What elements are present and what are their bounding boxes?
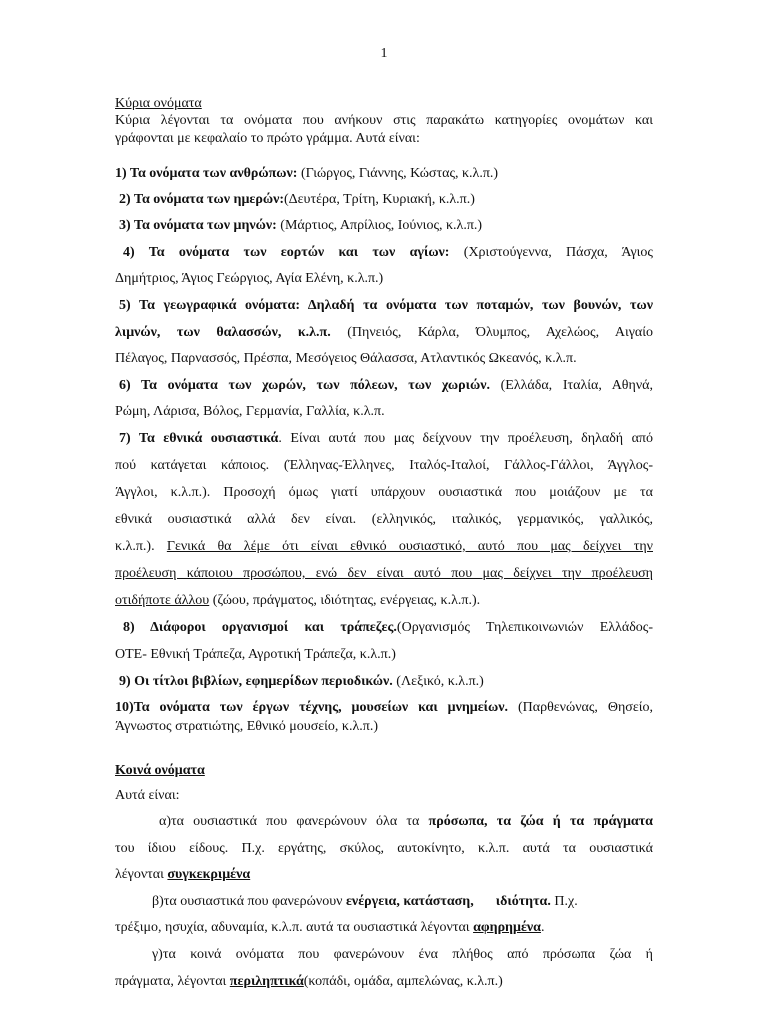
category-8-line-2: ΟΤΕ- Εθνική Τράπεζα, Αγροτική Τράπεζα, κ.λ.π.) [115,647,396,662]
common-g-line-2 [115,974,653,990]
common-b-line-1 [152,894,653,910]
category-7-note-part-2: προέλευση κάποιου προσώπου, ενώ δεν είναι αυτό που μας δείχνει την προέλευση [115,566,653,581]
category-1-examples: (Γιώργος, Γιάννης, Κώστας, κ.λ.π.) [297,166,499,181]
category-6-line-2: Ρώμη, Λάρισα, Βόλος, Γερμανία, Γαλλία, κ.λ.π. [115,404,385,419]
common-a-line-3 [115,867,653,883]
category-5-line-2 [115,325,653,341]
proper-intro-line-2: γράφονται με κεφαλαίο το πρώτο γράμμα. Αυτά είναι: [115,131,420,146]
abstract-term: αφηρημένα [473,920,541,935]
category-10-examples: (Παρθενώνας, Θησείο, [508,700,653,715]
category-8 [123,620,653,636]
category-1 [115,166,653,182]
category-10 [115,700,653,716]
category-1-title: 1) Τα ονόματα των ανθρώπων: [115,166,298,181]
category-7-note-part-3: οτιδήποτε άλλου [115,593,210,608]
category-8-title: 8) Διάφοροι οργανισμοί και τράπεζες. [123,620,397,635]
category-5-examples: (Πηνειός, Κάρλα, Όλυμπος, Αχελώος, Αιγαίο [330,325,653,340]
common-g-line-2-text: πράγματα, λέγονται [115,974,230,989]
common-a-bold: πρόσωπα, τα ζώα ή τα πράγματα [428,814,653,829]
category-6 [119,378,653,394]
common-b-text-2: Π.χ. [550,894,578,909]
category-3-title: 3) Τα ονόματα των μηνών: [119,218,277,233]
common-b-line-2 [115,920,653,936]
common-b-line-2-end: . [541,920,545,935]
common-a-line-1 [159,814,653,830]
common-g-line-1: γ)τα κοινά ονόματα που φανερώνουν ένα πλήθος από πρόσωπα ζώα ή [152,947,653,962]
category-5-title-line-1: 5) Τα γεωγραφικά ονόματα: Δηλαδή τα ονόματα των ποταμών, των βουνών, των [119,298,653,313]
category-10-title: 10)Τα ονόματα των έργων τέχνης, μουσείων και μνημείων. [115,700,509,715]
common-b-text: β)τα ουσιαστικά που φανερώνουν [152,894,346,909]
collective-term: περιληπτικά [229,974,304,989]
category-7-line-2: πού κατάγεται κάποιος. (Έλληνας-Έλληνες, Ιταλός-Ιταλοί, Γάλλος-Γάλλοι, Άγγλος- [115,458,653,473]
page-number: 1 [380,46,388,61]
category-9 [119,674,657,690]
category-5-line-3: Πέλαγος, Παρνασσός, Πρέσπα, Μεσόγειος Θάλασσα, Ατλαντικός Ωκεανός, κ.λ.π. [115,351,577,366]
category-9-examples: (Λεξικό, κ.λ.π.) [392,674,484,689]
category-7-line-5-text: κ.λ.π.). [115,539,155,554]
category-7-line-7-text: (ζώου, πράγματος, ιδιότητας, ενέργειας, κ.λ.π.). [209,593,481,608]
category-7-line-4: εθνικά ουσιαστικά αλλά δεν είναι. (ελληνικός, ιταλικός, γερμανικός, γαλλικός, [115,512,653,527]
common-b-bold-2: ιδιότητα. [495,894,551,909]
category-7-line-3: Άγγλοι, κ.λ.π.). Προσοχή όμως γιατί υπάρχουν ουσιαστικά που μοιάζουν με τα [115,485,653,500]
common-intro: Αυτά είναι: [115,788,180,803]
category-4-examples: (Χριστούγεννα, Πάσχα, Άγιος [449,245,653,260]
common-nouns-heading: Κοινά ονόματα [115,763,205,778]
concrete-term: συγκεκριμένα [167,867,251,882]
category-10-line-2: Άγνωστος στρατιώτης, Εθνικό μουσείο, κ.λ.π.) [115,719,378,734]
category-5-title-line-2: λιμνών, των θαλασσών, κ.λ.π. [115,325,331,340]
category-6-title: 6) Τα ονόματα των χωρών, των πόλεων, των χωριών. [119,378,490,393]
proper-intro-line-1: Κύρια λέγονται τα ονόματα που ανήκουν στις παρακάτω κατηγορίες ονομάτων και [115,113,653,128]
category-7 [119,431,653,447]
category-7-title: 7) Τα εθνικά ουσιαστικά [119,431,279,446]
common-b-line-2-text: τρέξιμο, ησυχία, αδυναμία, κ.λ.π. αυτά τα ουσιαστικά λέγονται [115,920,474,935]
category-4-title: 4) Τα ονόματα των εορτών και των αγίων: [123,245,450,260]
category-8-examples: (Οργανισμός Τηλεπικοινωνιών Ελλάδος- [396,620,654,635]
category-3-examples: (Μάρτιος, Απρίλιος, Ιούνιος, κ.λ.π.) [276,218,483,233]
category-7-text: . Είναι αυτά που μας δείχνουν την προέλευση, δηλαδή από [278,431,653,446]
category-2-title: 2) Τα ονόματα των ημερών: [119,192,285,207]
common-a-line-2: του ίδιου είδους. Π.χ. εργάτης, σκύλος, αυτοκίνητο, κ.λ.π. αυτά τα ουσιαστικά [115,841,653,856]
category-7-note-part-1: Γενικά θα λέμε ότι είναι εθνικό ουσιαστικό, αυτό που μας δείχνει την [166,539,653,554]
category-2 [119,192,657,208]
category-7-line-5 [115,539,653,555]
common-g-line-2-end: (κοπάδι, ομάδα, αμπελώνας, κ.λ.π.) [303,974,503,989]
category-4 [123,245,653,261]
category-4-line-2: Δημήτριος, Άγιος Γεώργιος, Αγία Ελένη, κ.λ.π.) [115,271,384,286]
category-2-examples: (Δευτέρα, Τρίτη, Κυριακή, κ.λ.π.) [284,192,475,207]
common-a-line-3-text: λέγονται [115,867,168,882]
category-3 [119,218,657,234]
category-6-examples: (Ελλάδα, Ιταλία, Αθηνά, [489,378,654,393]
category-7-line-7 [115,593,653,609]
proper-nouns-heading: Κύρια ονόματα [115,96,202,111]
common-a-text: α)τα ουσιαστικά που φανερώνουν όλα τα [159,814,429,829]
category-9-title: 9) Οι τίτλοι βιβλίων, εφημερίδων περιοδικών. [119,674,393,689]
common-b-bold-1: ενέργεια, κατάσταση, [345,894,474,909]
